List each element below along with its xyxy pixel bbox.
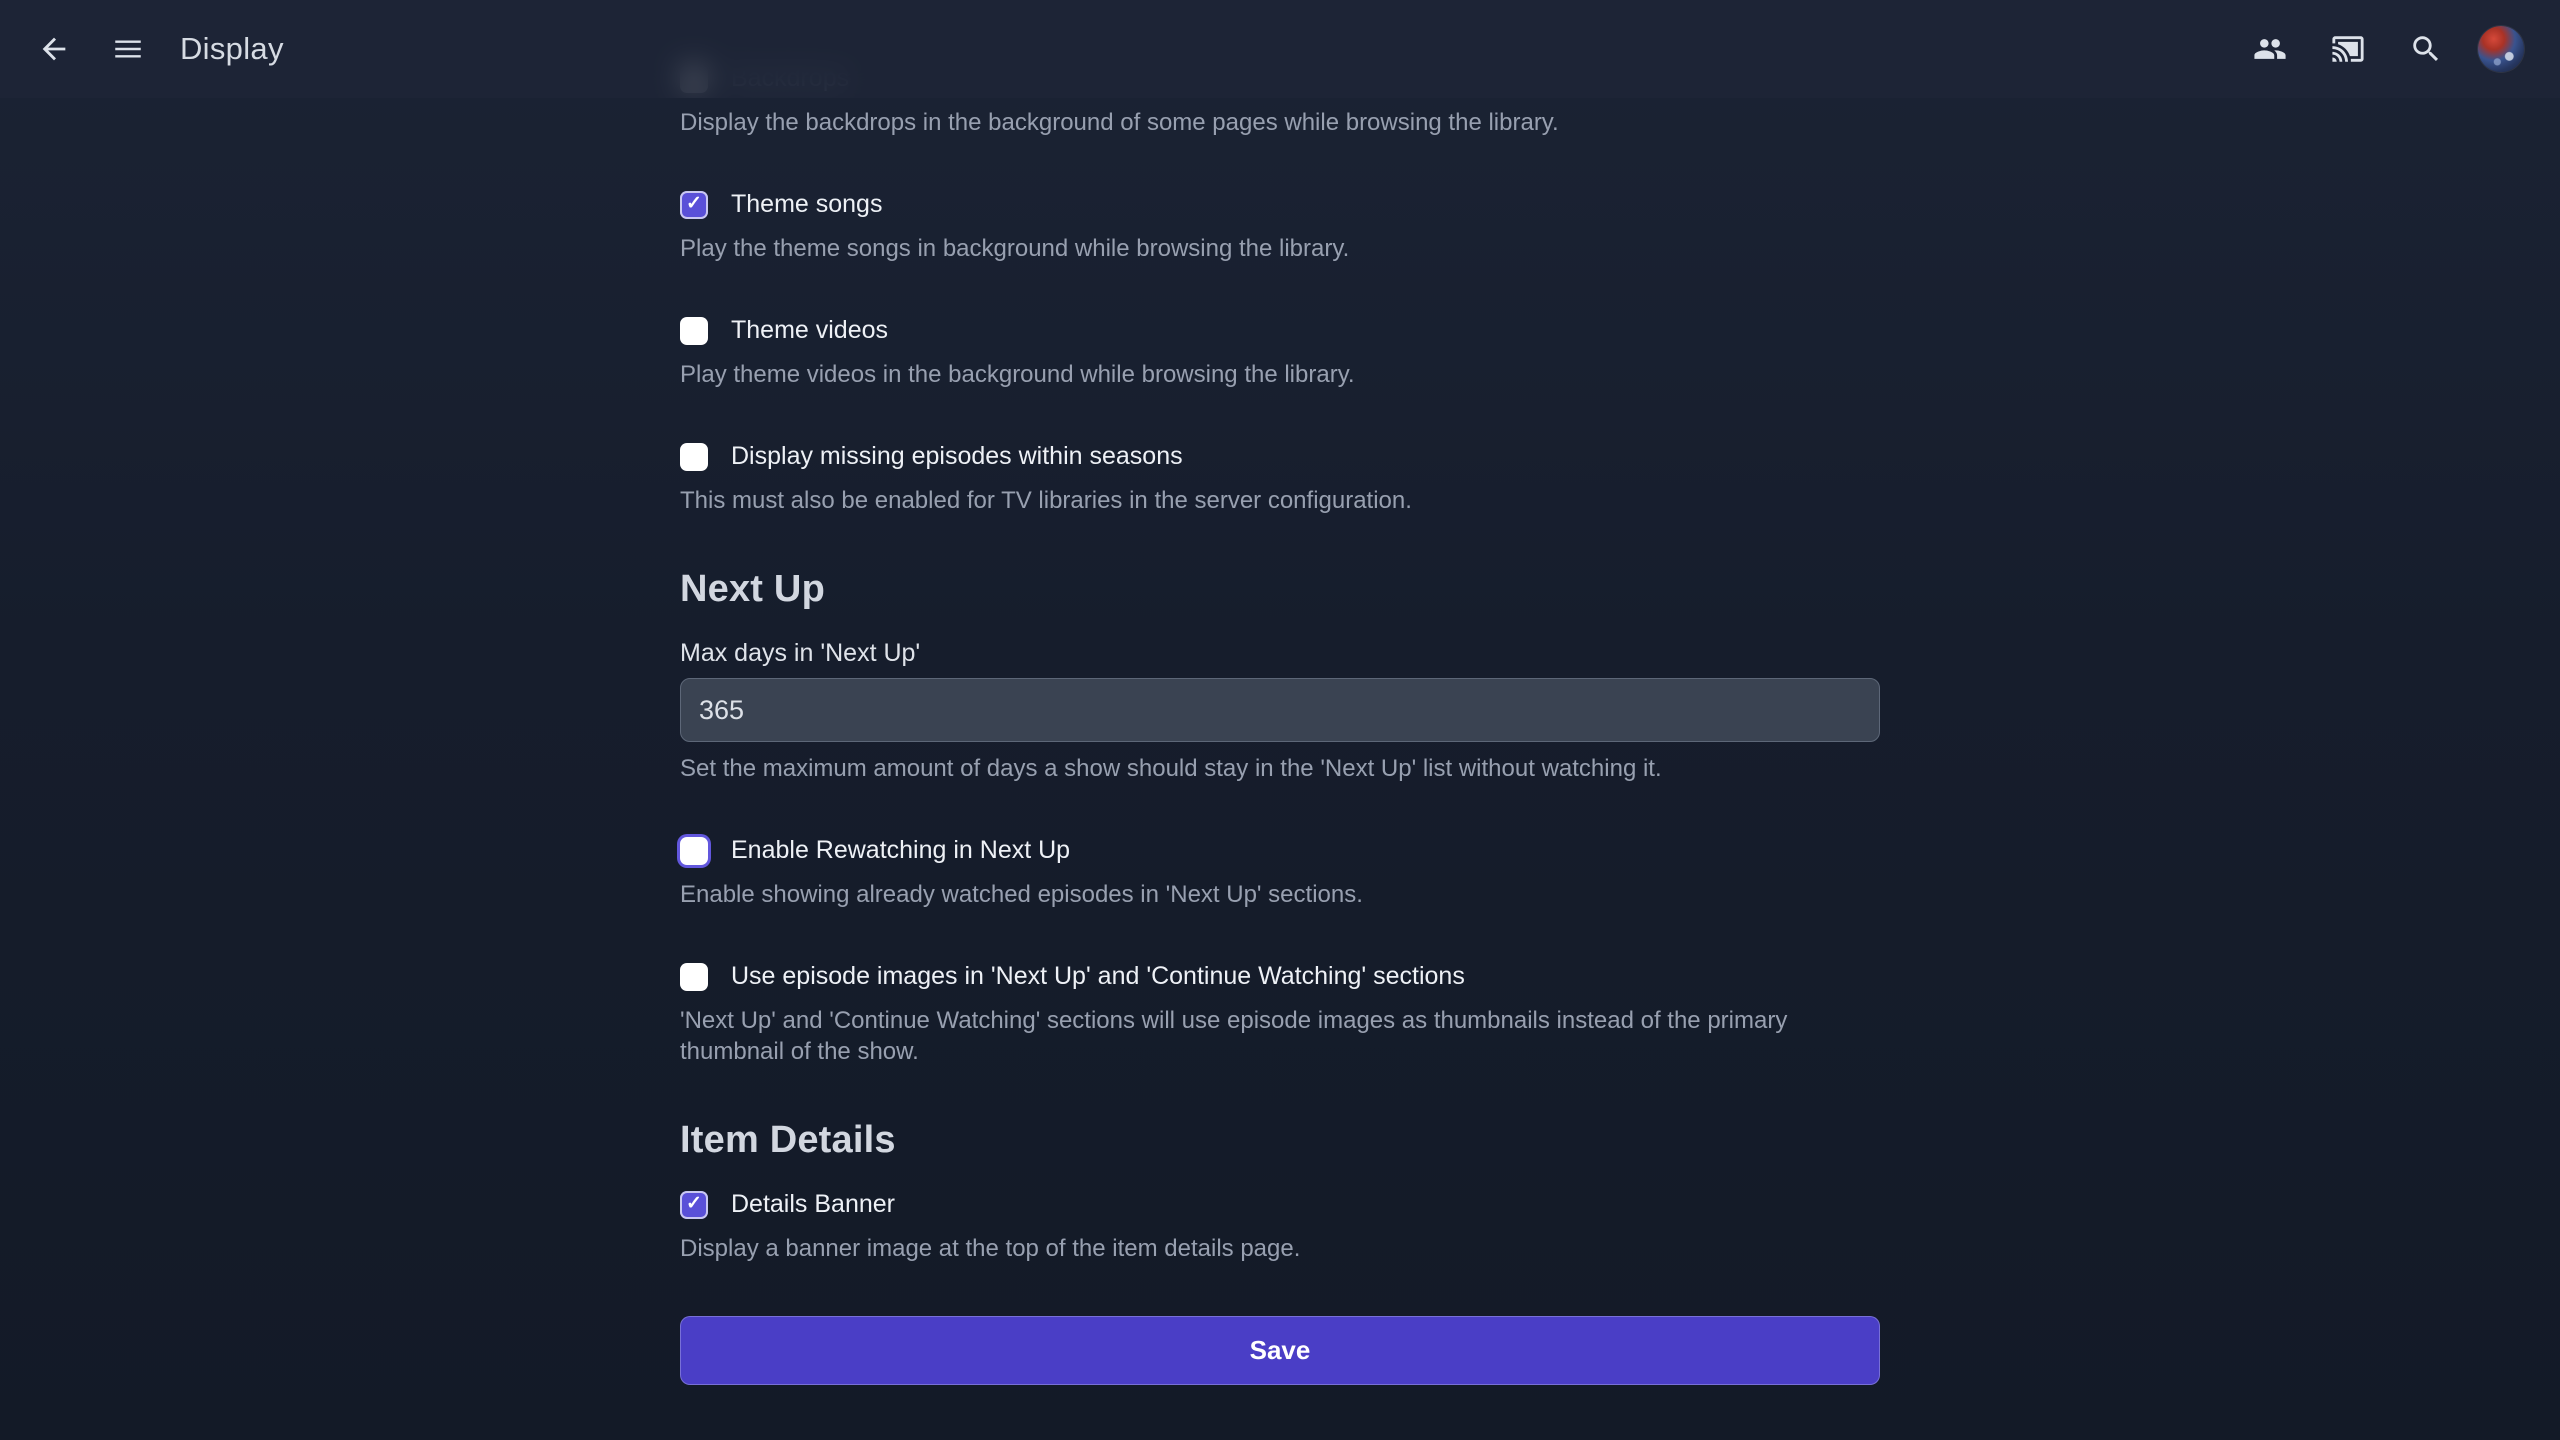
theme-songs-description: Play the theme songs in background while browsing the library.	[680, 235, 1350, 262]
cast-button[interactable]	[2322, 23, 2374, 75]
rewatching-toggle-row[interactable]	[680, 836, 1880, 865]
arrow-left-icon	[37, 32, 71, 66]
max-days-input[interactable]	[680, 678, 1880, 742]
save-button[interactable]: Save	[680, 1316, 1880, 1385]
rewatching-description: Enable showing already watched episodes in 'Next Up' sections.	[680, 881, 1363, 908]
users-group-icon	[2253, 32, 2287, 66]
episode-images-toggle-row[interactable]	[680, 962, 1880, 991]
user-avatar[interactable]	[2478, 26, 2524, 72]
setting-missing-episodes	[680, 442, 1880, 516]
setting-theme-songs	[680, 190, 1880, 264]
users-button[interactable]	[2244, 23, 2296, 75]
check-icon: ✓	[686, 193, 702, 214]
rewatching-checkbox[interactable]	[680, 837, 708, 865]
hamburger-menu-icon	[111, 32, 145, 66]
setting-details-banner	[680, 1190, 1880, 1264]
search-icon	[2409, 32, 2443, 66]
details-banner-description: Display a banner image at the top of the item details page.	[680, 1235, 1301, 1262]
search-button[interactable]	[2400, 23, 2452, 75]
theme-videos-checkbox[interactable]	[680, 317, 708, 345]
theme-videos-label: Theme videos	[731, 316, 889, 344]
theme-songs-checkbox[interactable]	[680, 191, 708, 219]
rewatching-label: Enable Rewatching in Next Up	[731, 836, 1071, 864]
settings-column	[680, 0, 1880, 1385]
cast-icon	[2331, 32, 2365, 66]
max-days-field	[680, 639, 1880, 784]
details-banner-label: Details Banner	[731, 1190, 895, 1218]
setting-theme-videos	[680, 316, 1880, 390]
theme-videos-toggle-row[interactable]	[680, 316, 1880, 345]
episode-images-description: 'Next Up' and 'Continue Watching' sections will use episode images as thumbnails instead of the primary thumbnail of the show.	[680, 1007, 1788, 1065]
missing-episodes-checkbox[interactable]	[680, 443, 708, 471]
theme-songs-toggle-row[interactable]	[680, 190, 1880, 219]
page-title: Display	[180, 31, 284, 66]
back-button[interactable]	[28, 23, 80, 75]
setting-rewatching	[680, 836, 1880, 910]
theme-videos-description: Play theme videos in the background while browsing the library.	[680, 361, 1355, 388]
backdrops-description: Display the backdrops in the background of some pages while browsing the library.	[680, 109, 1559, 136]
max-days-description: Set the maximum amount of days a show should stay in the 'Next Up' list without watching it.	[680, 755, 1662, 782]
episode-images-label: Use episode images in 'Next Up' and 'Continue Watching' sections	[731, 962, 1465, 990]
episode-images-checkbox[interactable]	[680, 963, 708, 991]
app-header	[0, 0, 2560, 98]
setting-episode-images	[680, 962, 1880, 1067]
missing-episodes-label: Display missing episodes within seasons	[731, 442, 1183, 470]
details-banner-checkbox[interactable]	[680, 1191, 708, 1219]
header-right	[2244, 23, 2524, 75]
header-left	[28, 23, 284, 75]
menu-button[interactable]	[102, 23, 154, 75]
theme-songs-label: Theme songs	[731, 190, 883, 218]
details-banner-toggle-row[interactable]	[680, 1190, 1880, 1219]
item-details-heading: Item Details	[680, 1119, 896, 1161]
max-days-label: Max days in 'Next Up'	[680, 639, 921, 667]
next-up-heading: Next Up	[680, 568, 825, 610]
missing-episodes-description: This must also be enabled for TV libraries in the server configuration.	[680, 487, 1412, 514]
missing-episodes-toggle-row[interactable]	[680, 442, 1880, 471]
check-icon: ✓	[686, 1193, 702, 1214]
